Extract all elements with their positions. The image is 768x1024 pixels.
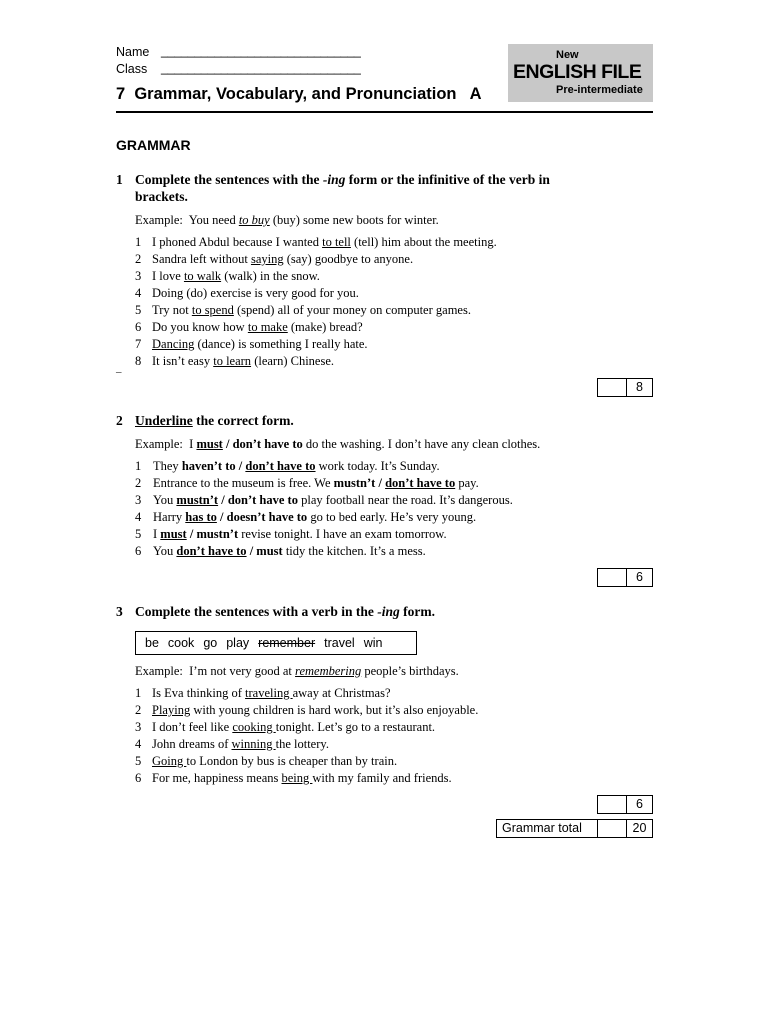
option-b[interactable]: doesn’t have to (226, 510, 308, 524)
page-title: 7 Grammar, Vocabulary, and Pronunciation A (116, 85, 482, 103)
grammar-total-box (496, 819, 653, 838)
ex3-score-input[interactable] (598, 796, 627, 813)
ex2-score-box (597, 568, 653, 587)
word-cook: cook (167, 636, 195, 650)
word-box (135, 631, 417, 655)
class-line[interactable]: ______________________________ (161, 61, 361, 75)
ex3-score-box (597, 795, 653, 814)
ex3-number: 3 (116, 604, 123, 619)
name-line[interactable]: ______________________________ (161, 44, 361, 58)
header-rule (116, 111, 653, 113)
ex3-list: 1 Is Eva thinking of traveling away at Christmas? 2 Playing with young children is hard work, but it’s also enjoyable. 3 I don’t feel like cooking tonight. Let’s go to a restaurant. 4 John dreams of winning the lottery. 5 Going to London by bus is cheaper than by train. 6 For me, happiness means being with my family and friends. (135, 686, 479, 785)
grammar-total-value: 20 (626, 820, 652, 837)
word-remember: remember (258, 636, 316, 650)
ex1-score-input[interactable] (598, 379, 627, 396)
english-file-logo (508, 44, 653, 102)
option-a[interactable]: mustn’t (333, 476, 376, 490)
ex3-example: Example: I’m not very good at remembering people’s birthdays. (135, 664, 459, 678)
option-a[interactable]: mustn’t (176, 493, 219, 507)
option-a[interactable]: don’t have to (176, 544, 247, 558)
logo-main: ENGLISH FILE (513, 61, 642, 83)
option-a[interactable]: must (160, 527, 187, 541)
section-title-grammar: GRAMMAR (116, 137, 191, 153)
option-b[interactable]: mustn’t (196, 527, 239, 541)
ex1-list: 1 I phoned Abdul because I wanted to tell (tell) him about the meeting. 2 Sandra left without saying (say) goodbye to anyone. 3 I love to walk (walk) in the snow. 4 Doing (do) exercise is very good for you. 5 Try not to spend (spend) all of your money on computer games. 6 Do you know how to make (make) bread? 7 Dancing (dance) is something I really hate. 8 It isn’t easy to learn (learn) Chinese. (135, 235, 497, 368)
ex2-number: 2 (116, 413, 123, 428)
ex2-score-total: 6 (626, 569, 652, 586)
ex2-example: Example: I must / don’t have to do the washing. I don’t have any clean clothes. (135, 437, 541, 451)
ex3-score-total: 6 (626, 796, 652, 813)
word-win: win (363, 636, 383, 650)
option-b[interactable]: must (256, 544, 283, 558)
option-b[interactable]: don’t have to (245, 459, 316, 473)
logo-new: New (556, 49, 579, 61)
name-label: Name (116, 45, 150, 59)
ex1-instruction: Complete the sentences with the -ing form or the infinitive of the verb in (135, 172, 550, 187)
word-travel: travel (324, 636, 355, 650)
grammar-total-input[interactable] (598, 820, 627, 837)
option-a[interactable]: has to (185, 510, 217, 524)
ex1-score-box (597, 378, 653, 397)
option-b[interactable]: don’t have to (227, 493, 298, 507)
stray-mark: – (116, 366, 122, 378)
ex3-instruction: Complete the sentences with a verb in the -ing form. (135, 604, 435, 619)
word-play: play (226, 636, 250, 650)
option-b[interactable]: don’t have to (385, 476, 456, 490)
ex1-number: 1 (116, 172, 123, 187)
ex1-instruction-cont: brackets. (135, 189, 188, 204)
ex2-score-input[interactable] (598, 569, 627, 586)
ex1-score-total: 8 (626, 379, 652, 396)
class-label: Class (116, 62, 148, 76)
ex1-example: Example: You need to buy (buy) some new boots for winter. (135, 213, 439, 227)
logo-sub: Pre-intermediate (556, 84, 643, 96)
ex2-instruction: Underline the correct form. (135, 413, 294, 428)
word-be: be (145, 636, 159, 650)
word-go: go (203, 636, 218, 650)
ex2-list: 1 They haven’t to / don’t have to work today. It’s Sunday. 2 Entrance to the museum is free. We mustn’t / don’t have to pay. 3 You mustn’t / don’t have to play football near the road. It’s dangerous. 4 Harry has to / doesn’t have to go to bed early. He’s very young. 5 I must / mustn’t revise tonight. I have an exam tomorrow. 6 You don’t have to / must tidy the kitchen. It’s a mess. (135, 459, 513, 558)
option-a[interactable]: haven’t to (181, 459, 236, 473)
grammar-total-label: Grammar total (497, 820, 598, 837)
